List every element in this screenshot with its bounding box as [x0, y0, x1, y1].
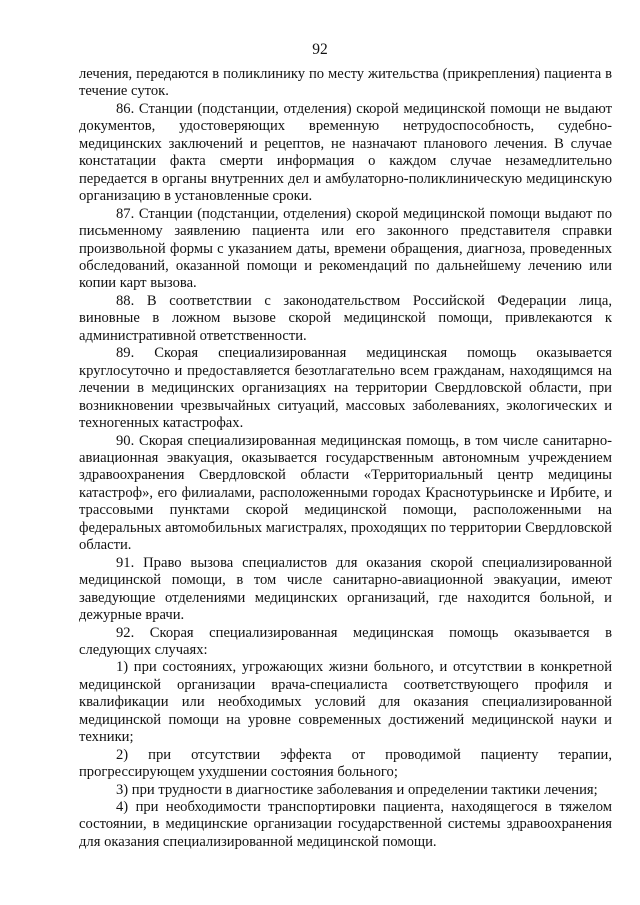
paragraph: лечения, передаются в поликлинику по месту жительства (прикрепления) пациента в течение суток. [79, 66, 612, 100]
list-item: 3) при трудности в диагностике заболевания и определении тактики лечения; [116, 781, 598, 798]
paragraph: 90. Скорая специализированная медицинская помощь, в том числе санитарно-авиационная эвакуация, оказывается государственным автономным учреждением здравоохранения Свердловской области «Территориальный центр медицины катастроф», его филиалами, расположенными городах Краснотурьинске и Ирбите, и трассовыми пунктами скорой медицинской помощи, расположенными на федеральных автомобильных магистралях, проходящих по территории Свердловской области. [79, 432, 612, 554]
list-item: 1) при состояниях, угрожающих жизни больного, и отсутствии в конкретной медицинской организации врача-специалиста соответствующего профиля и квалификации или необходимых условий для оказания специализированной медицинской помощи на уровне современных достижений медицинской науки и техники; [79, 659, 612, 746]
page-number: 92 [312, 41, 328, 58]
paragraph: 87. Станции (подстанции, отделения) скорой медицинской помощи выдают по письменному заявлению пациента или его законного представителя справки произвольной формы с указанием даты, времени обращения, диагноза, проведенных обследований, оказанной помощи и рекомендаций по дальнейшему лечению или копии карт вызова. [79, 205, 612, 292]
document-body [79, 66, 612, 851]
list-item: 2) при отсутствии эффекта от проводимой пациенту терапии, прогрессирующем ухудшении состояния больного; [79, 746, 612, 781]
paragraph: 88. В соответствии с законодательством Российской Федерации лица, виновные в ложном вызове скорой медицинской помощи, привлекаются к административной ответственности. [79, 292, 612, 344]
paragraph: 89. Скорая специализированная медицинская помощь оказывается круглосуточно и предоставляется безотлагательно всем гражданам, находящимся на лечении в медицинских организациях на территории Свердловской области, при возникновении чрезвычайных ситуаций, массовых заболеваниях, экологических и техногенных катастрофах. [79, 345, 612, 432]
paragraph: 92. Скорая специализированная медицинская помощь оказывается в следующих случаях: [79, 624, 612, 658]
paragraph: 91. Право вызова специалистов для оказания скорой специализированной медицинской помощи, в том числе санитарно-авиационной эвакуации, имеют заведующие отделениями медицинских организаций, где находится больной, и дежурные врачи. [79, 554, 612, 624]
paragraph: 86. Станции (подстанции, отделения) скорой медицинской помощи не выдают документов, удостоверяющих временную нетрудоспособность, судебно-медицинских заключений и рецептов, не назначают планового лечения. В случае констатации факта смерти информация о каждом случае незамедлительно передается в органы внутренних дел и амбулаторно-поликлиническую медицинскую организацию в установленные сроки. [79, 100, 612, 205]
list-item: 4) при необходимости транспортировки пациента, находящегося в тяжелом состоянии, в медицинские организации государственной системы здравоохранения для оказания специализированной медицинской помощи. [79, 799, 612, 850]
